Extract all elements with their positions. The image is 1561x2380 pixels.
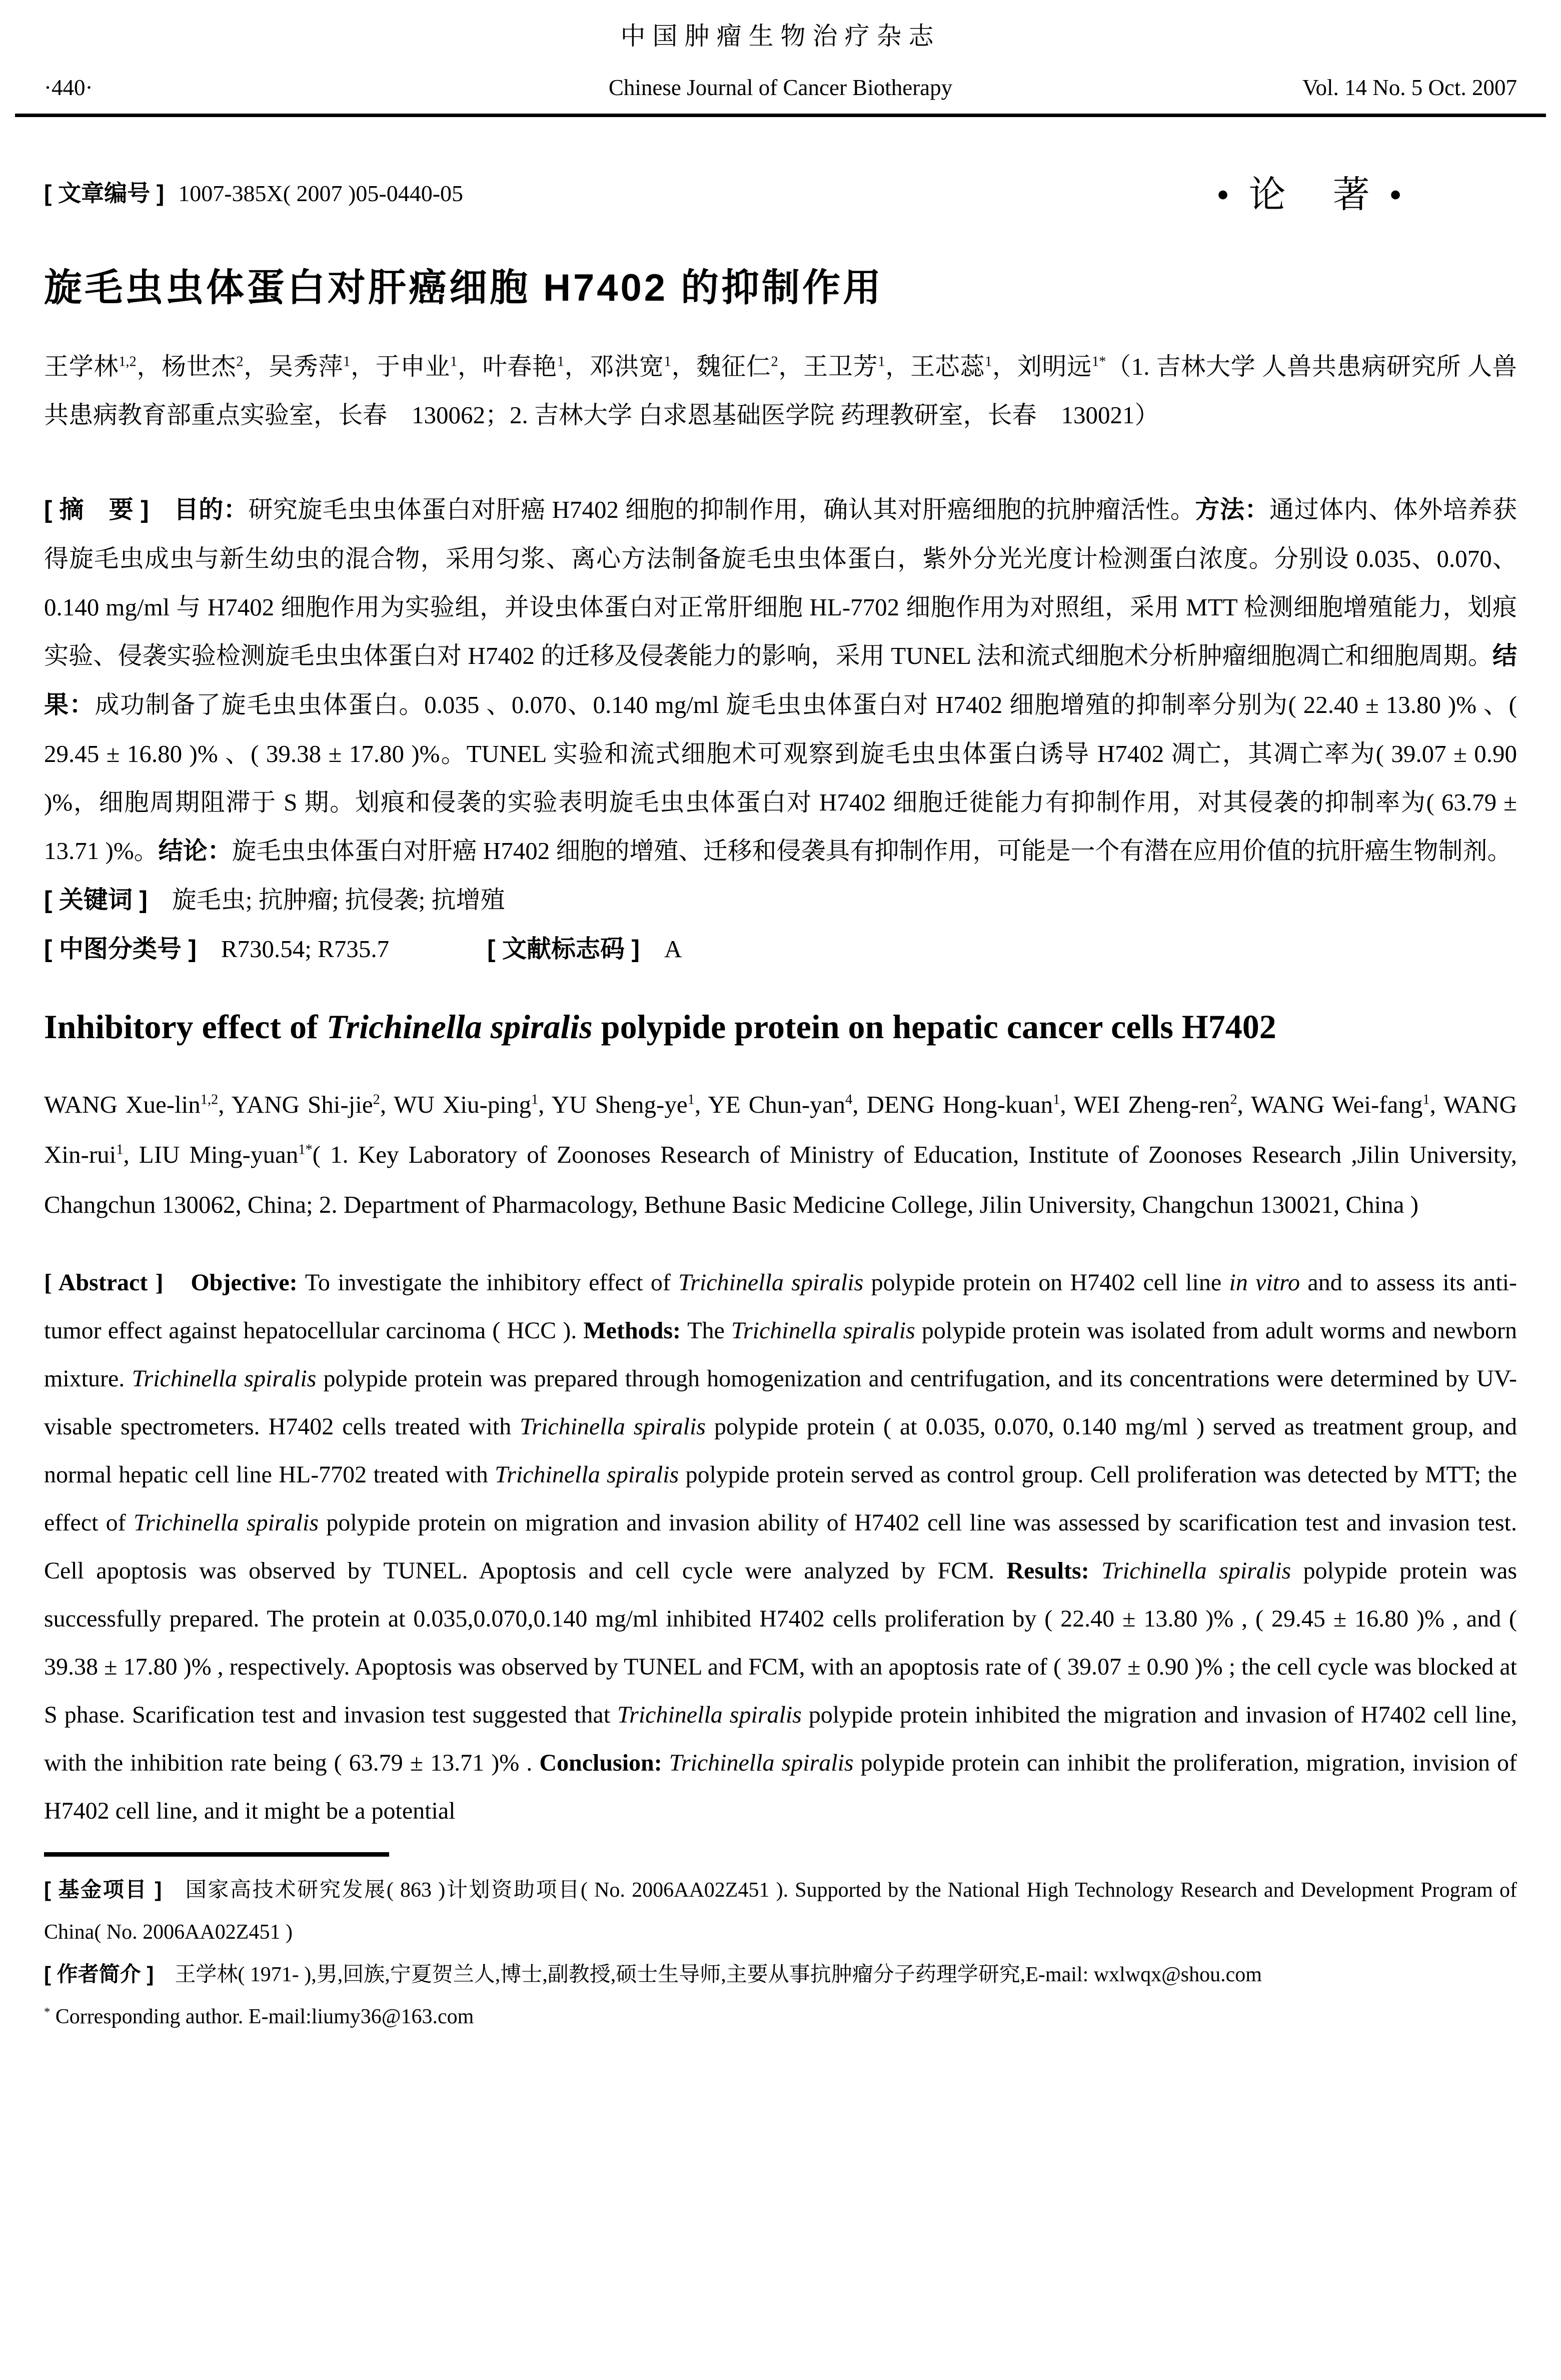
journal-title-cn: 中国肿瘤生物治疗杂志 [620, 22, 941, 50]
page-number: ·440· [44, 75, 93, 100]
footnotes [44, 1852, 1517, 2038]
header-row [44, 74, 1517, 102]
article-id-value: 1007-385X( 2007 )05-0440-05 [178, 181, 464, 206]
issue-info: Vol. 14 No. 5 Oct. 2007 [1302, 75, 1517, 100]
abstract-en: [ Abstract ] Objective: To investigate the inhibitory effect of Trichinella spiralis polypide protein on H7402 cell line in vitro and to assess its anti-tumor effect against hepatocellular carcinoma ( HCC ). Methods: The Trichinella spiralis polypide protein was isolated from adult worms and newborn mixture. Trichinella spiralis polypide protein was prepared through homogenization and centrifugation, and its concentrations were determined by UV-visable spectrometers. H7402 cells treated with Trichinella spiralis polypide protein ( at 0.035, 0.070, 0.140 mg/ml ) served as treatment group, and normal hepatic cell line HL-7702 treated with Trichinella spiralis polypide protein served as control group. Cell proliferation was detected by MTT; the effect of Trichinella spiralis polypide protein on migration and invasion ability of H7402 cell line was assessed by scarification test and invasion test. Cell apoptosis was observed by TUNEL. Apoptosis and cell cycle were analyzed by FCM. Results: Trichinella spiralis polypide protein was successfully prepared. The protein at 0.035,0.070,0.140 mg/ml inhibited H7402 cells proliferation by ( 22.40 ± 13.80 )% , ( 29.45 ± 16.80 )% , and ( 39.38 ± 17.80 )% , respectively. Apoptosis was observed by TUNEL and FCM, with an apoptosis rate of ( 39.07 ± 0.90 )% ; the cell cycle was blocked at S phase. Scarification test and invasion test suggested that Trichinella spiralis polypide protein inhibited the migration and invasion of H7402 cell line, with the inhibition rate being ( 63.79 ± 13.71 )% . Conclusion: Trichinella spiralis polypide protein can inhibit the proliferation, migration, invision of H7402 cell line, and it might be a potential [44, 1269, 1517, 1824]
article-id [44, 175, 463, 208]
footnote-divider [44, 1852, 389, 1857]
corresponding-note: * Corresponding author. E-mail:liumy36@163.com [44, 2005, 474, 2028]
article-type-badge: • 论 著 • [1216, 175, 1407, 216]
article-title-cn: 旋毛虫虫体蛋白对肝癌细胞 H7402 的抑制作用 [44, 267, 884, 309]
page-header [44, 21, 1517, 117]
article-meta-row [44, 165, 1517, 218]
clc-line: [ 中图分类号 ] R730.54; R735.7 [ 文献标志码 ] A [44, 935, 682, 963]
authors-en: WANG Xue-lin$^{1,2}$, YANG Shi-jie$^2$, WU Xiu-ping$^1$, YU Sheng-$ye^1$, YE Chun-yan$^4$, DENG Hong-kuan$^1$, WEI Zheng-ren$^2$, WANG Wei-fang$^1$, WANG Xin-rui$^1$, LIU Ming-yuan$^{1*}$( 1. Key Laboratory of Zoonoses Research of Ministry of Education, Institute of Zoonoses Research ,Jilin University, Changchun 130062, China; 2. Department of Pharmacology, Bethune Basic Medicine College, Jilin University, Changchun 130021, China ) [44, 1091, 1517, 1218]
fund-note: [ 基金项目 ] 国家高技术研究发展( 863 )计划资助项目( No. 2006AA02Z451 ). Supported by the National High Technology Research and Development Program of China( No. 2006AA02Z451 ) [44, 1878, 1517, 1944]
article-id-label: [ 文章编号 ] [44, 180, 165, 206]
keywords-cn: [ 关键词 ] 旋毛虫; 抗肿瘤; 抗侵袭; 抗增殖 [44, 886, 505, 914]
author-bio-note: [ 作者简介 ] 王学林( 1971- ),男,回族,宁夏贺兰人,博士,副教授,硕士生导师,主要从事抗肿瘤分子药理学研究,E-mail: wxlwqx@shou.com [44, 1962, 1262, 1986]
journal-title-en: Chinese Journal of Cancer Biotherapy [608, 75, 953, 100]
header-divider [15, 114, 1546, 117]
authors-cn: 王学林$^{1,2}$，杨世杰$^2$，吴秀萍$^1$，于申业$^1$，叶春艳$^1$，邓洪宽$^1$，魏征仁$^2$，王卫芳$^1$，王芯蕊$^1$，刘明远$^{1*}$（1. 吉林大学 人兽共患病研究所 人兽共患病教育部重点实验室，长春 130062；2. 吉林大学 白求恩基础医学院 药理教研室，长春 130021） [44, 353, 1517, 429]
article-title-en: Inhibitory effect of Trichinella spiralis polypide protein on hepatic cancer cells H7402 [44, 1008, 1276, 1046]
abstract-cn: [ 摘 要 ] 目的：研究旋毛虫虫体蛋白对肝癌 H7402 细胞的抑制作用，确认其对肝癌细胞的抗肿瘤活性。方法：通过体内、体外培养获得旋毛虫成虫与新生幼虫的混合物，采用匀浆、离心方法制备旋毛虫虫体蛋白，紫外分光光度计检测蛋白浓度。分别设 0.035、0.070、0.140 mg/ml 与 H7402 细胞作用为实验组，并设虫体蛋白对正常肝细胞 HL-7702 细胞作用为对照组，采用 MTT 检测细胞增殖能力，划痕实验、侵袭实验检测旋毛虫虫体蛋白对 H7402 的迁移及侵袭能力的影响，采用 TUNEL 法和流式细胞术分析肿瘤细胞凋亡和细胞周期。结果：成功制备了旋毛虫虫体蛋白。0.035 、0.070、0.140 mg/ml 旋毛虫虫体蛋白对 H7402 细胞增殖的抑制率分别为( 22.40 ± 13.80 )% 、( 29.45 ± 16.80 )% 、( 39.38 ± 17.80 )%。TUNEL 实验和流式细胞术可观察到旋毛虫虫体蛋白诱导 H7402 凋亡，其凋亡率为( 39.07 ± 0.90 )%，细胞周期阻滞于 S 期。划痕和侵袭的实验表明旋毛虫虫体蛋白对 H7402 细胞迁徙能力有抑制作用，对其侵袭的抑制率为( 63.79 ± 13.71 )%。结论：旋毛虫虫体蛋白对肝癌 H7402 细胞的增殖、迁移和侵袭具有抑制作用，可能是一个有潜在应用价值的抗肝癌生物制剂。 [44, 496, 1517, 865]
